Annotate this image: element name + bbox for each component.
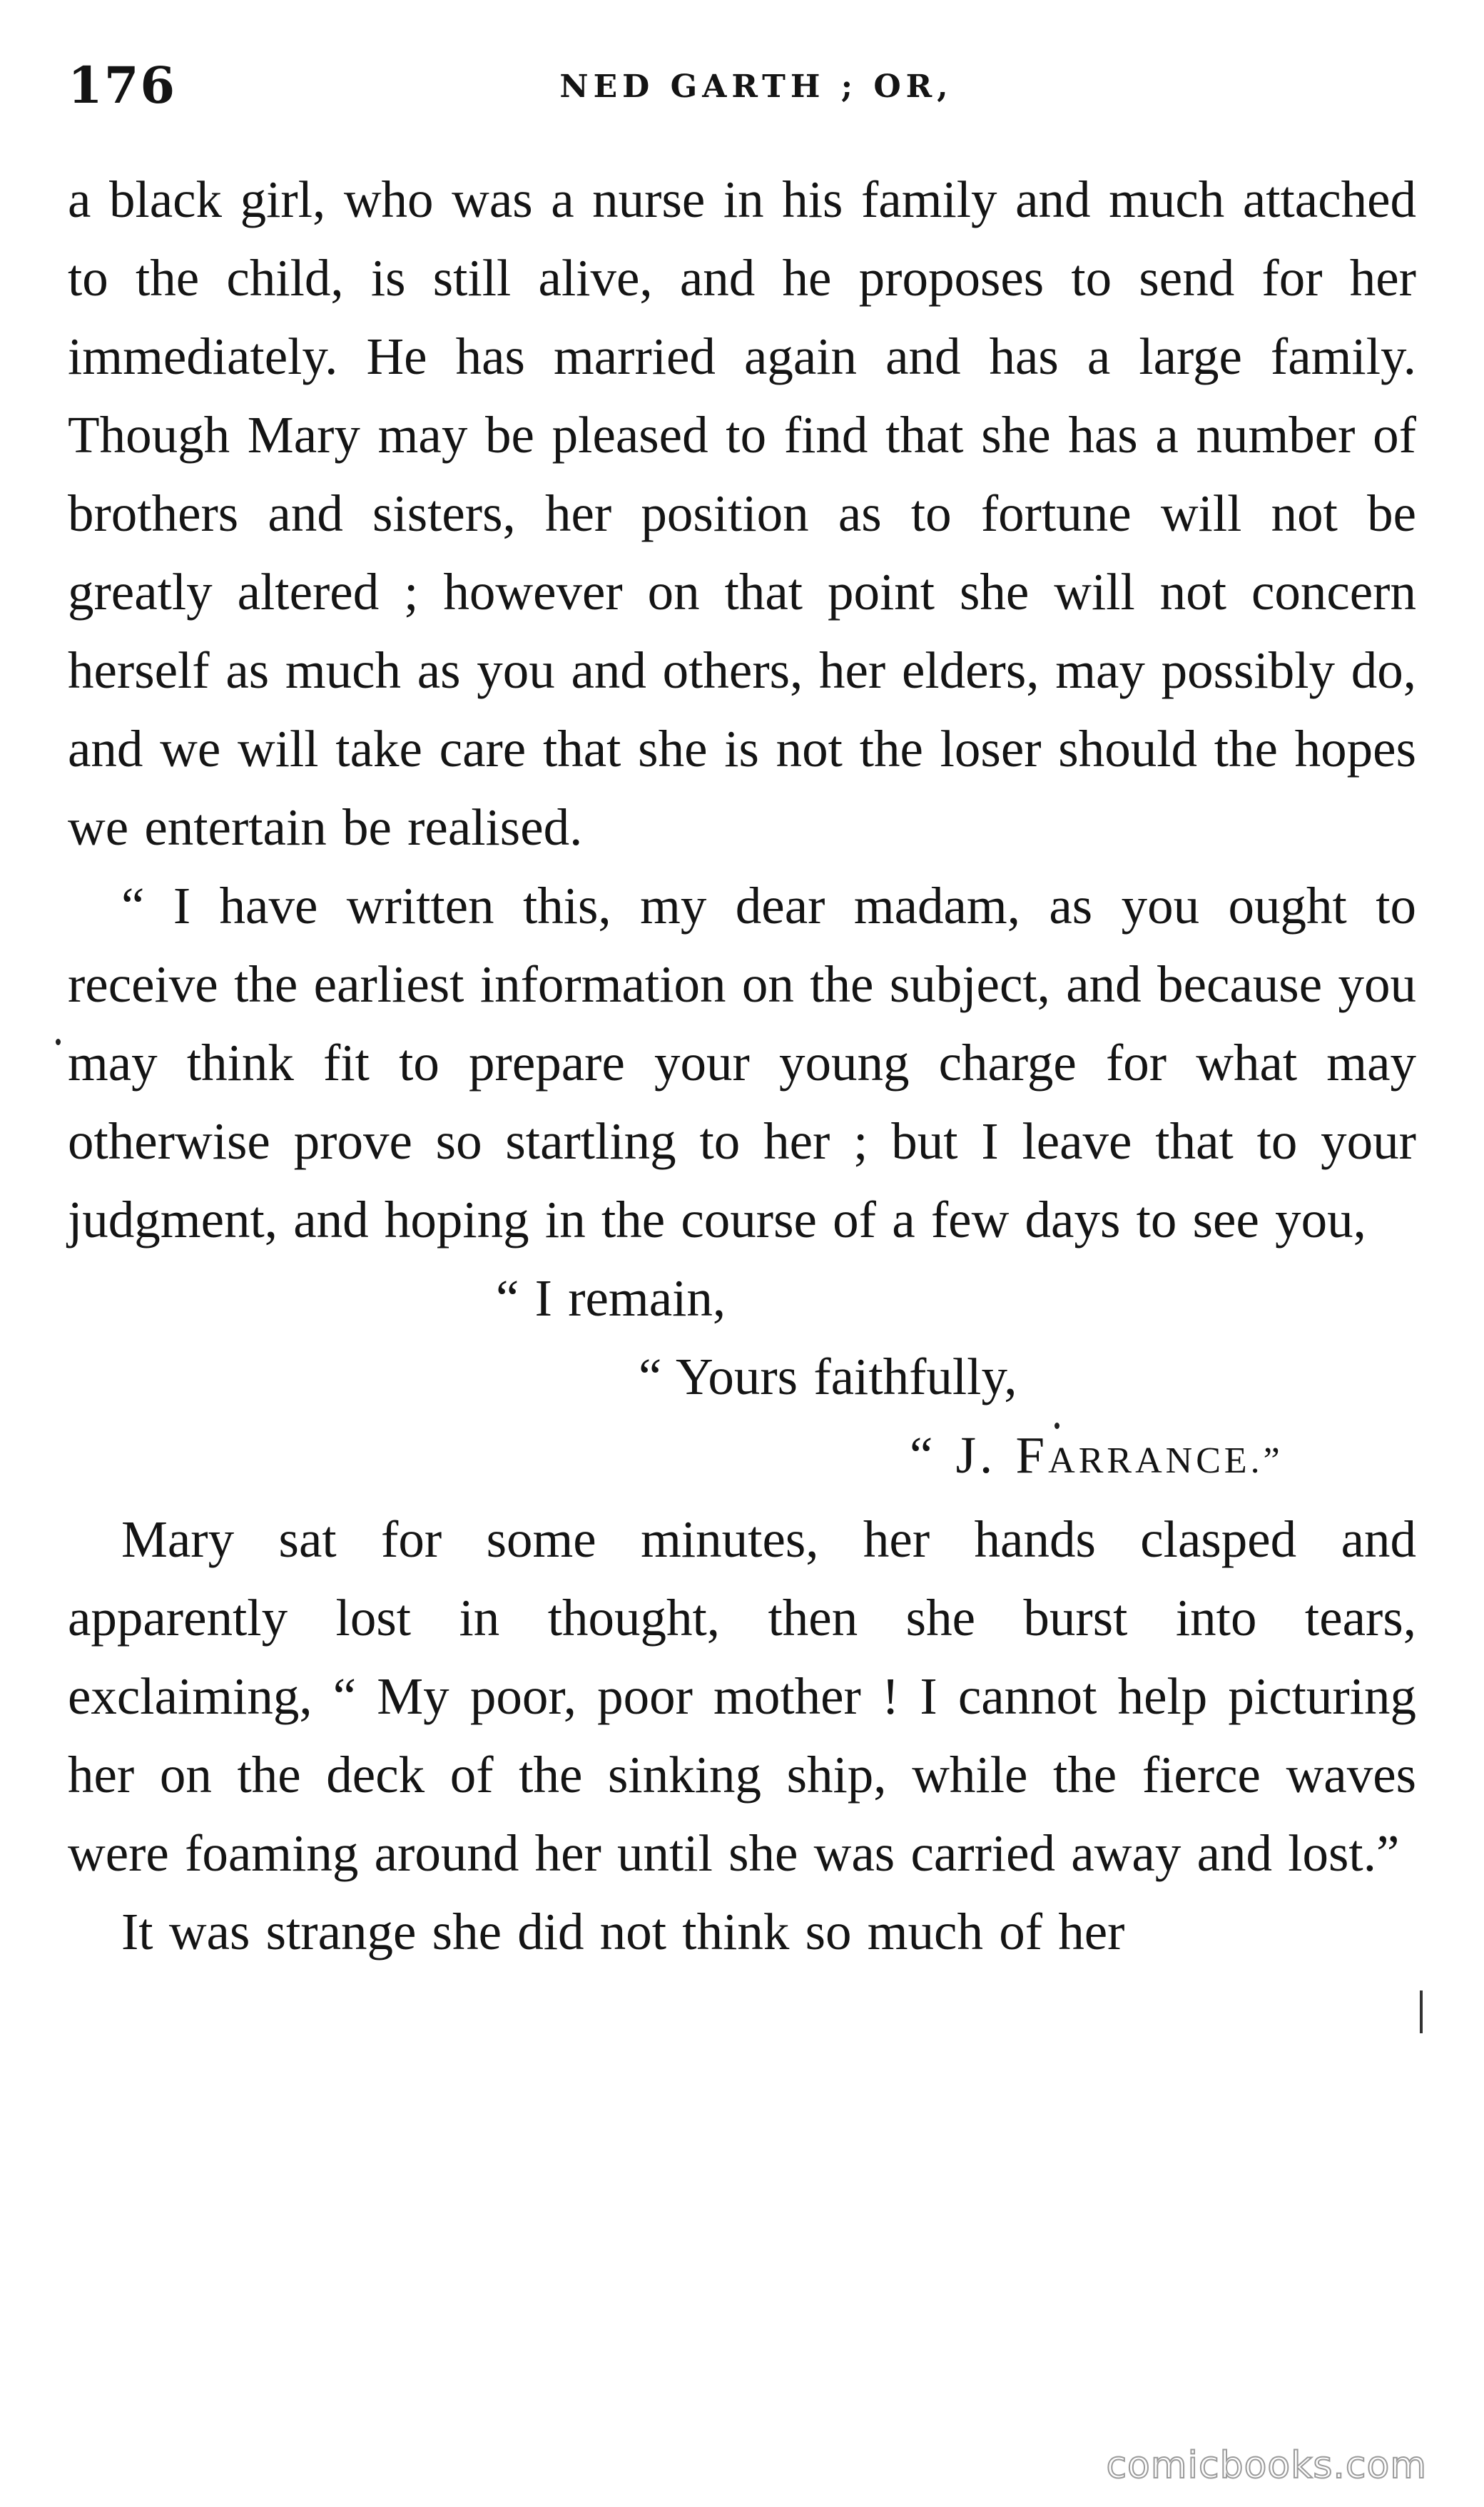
closing-yours-faithfully: “ Yours faithfully,	[639, 1348, 1017, 1405]
paragraph-mary-reaction: Mary sat for some minutes, her hands clasped and apparently lost in thought, then she burst into tears, exclaiming, “ My poor, poor mother ! I cannot help picturing her on the deck of the sinking ship, while the fierce waves were foaming around her until she was carried away and lost.”	[68, 1510, 1416, 1882]
paragraph-letter-continuation: a black girl, who was a nurse in his family and much attached to the child, is still alive, and he proposes to send for her immediately. He has married again and has a large family. Though Mary may be pleased to find that she has a number of brothers and sisters, her position as to fortune will not be greatly altered ; however on that point she will not concern herself as much as you and others, her elders, may possibly do, and we will take care that she is not the loser should the hopes we entertain be realised.	[68, 171, 1416, 856]
margin-mark	[1420, 1990, 1423, 2033]
paragraph-letter-close: “ I have written this, my dear madam, as you ought to receive the earliest information on the subject, and because you may think fit to prepare your young charge for what may otherwise prove so startling to her ; but I leave that to your judgment, and hoping in the course of a few days to see you,	[68, 877, 1416, 1249]
closing-signature	[68, 1416, 1416, 1500]
page-number: 176	[68, 56, 177, 115]
page-body	[68, 161, 1416, 1971]
running-title: NED GARTH ; OR,	[559, 68, 953, 105]
paragraph-final-line: It was strange she did not think so much of her	[121, 1903, 1125, 1961]
ink-speck	[1054, 1423, 1059, 1429]
page-header	[68, 50, 1416, 121]
closing-remain: “ I remain,	[496, 1269, 726, 1327]
signature-initial: “ J. F	[910, 1426, 1049, 1484]
signature-surname: ARRANCE.”	[1048, 1440, 1284, 1481]
ink-speck	[56, 1039, 61, 1045]
watermark-logo: comicbooks.com	[1106, 2444, 1427, 2487]
